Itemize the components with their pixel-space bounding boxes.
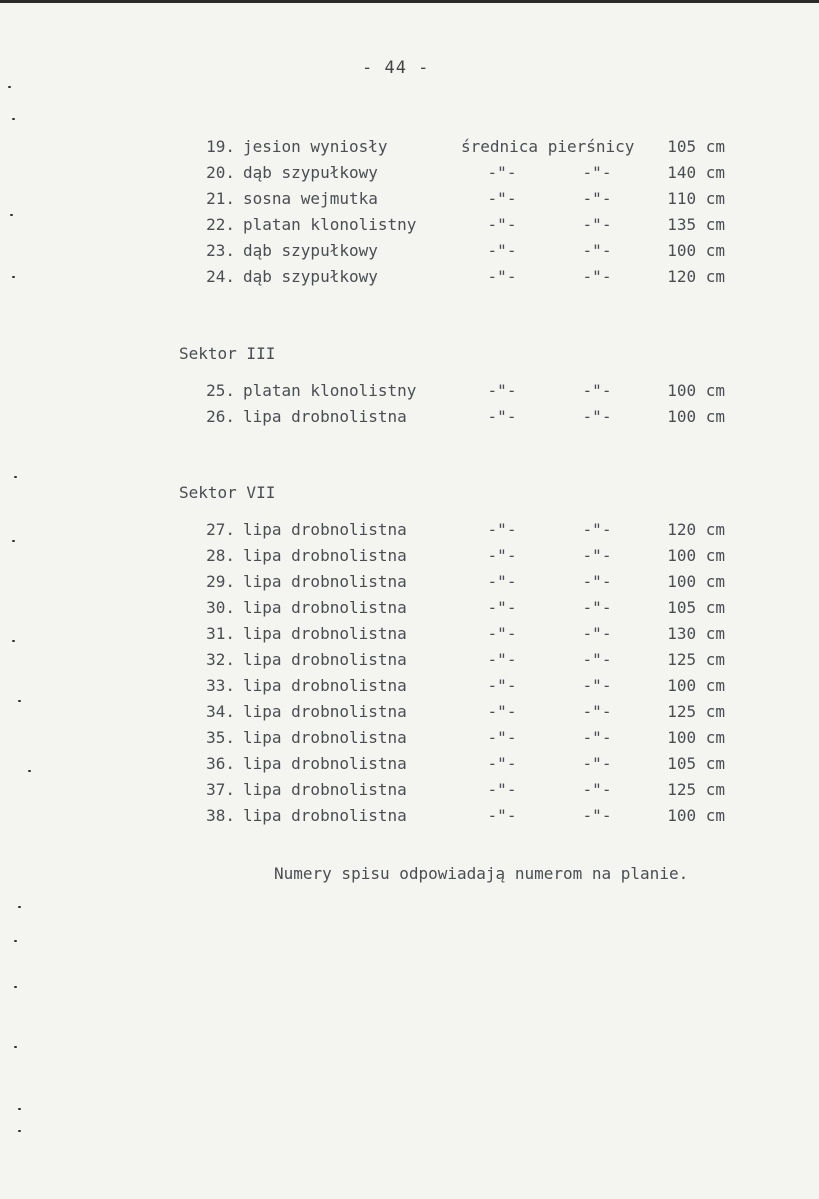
ditto-mark: -"- xyxy=(487,163,517,182)
ditto-mark: -"- xyxy=(582,572,612,591)
tree-size: 100 cm xyxy=(667,676,725,695)
item-number: 32. xyxy=(206,650,235,669)
scan-speck xyxy=(14,476,17,478)
tree-name: lipa drobnolistna xyxy=(243,650,407,669)
tree-size: 100 cm xyxy=(667,728,725,747)
tree-size: 130 cm xyxy=(667,624,725,643)
scan-speck xyxy=(12,540,15,542)
sector-heading: Sektor III xyxy=(179,344,276,363)
tree-size: 140 cm xyxy=(667,163,725,182)
ditto-mark: -"- xyxy=(582,267,612,286)
tree-name: lipa drobnolistna xyxy=(243,546,407,565)
tree-name: lipa drobnolistna xyxy=(243,728,407,747)
ditto-mark: -"- xyxy=(582,546,612,565)
tree-name: lipa drobnolistna xyxy=(243,407,407,426)
tree-name: lipa drobnolistna xyxy=(243,572,407,591)
ditto-mark: -"- xyxy=(487,806,517,825)
tree-name: lipa drobnolistna xyxy=(243,806,407,825)
ditto-mark: -"- xyxy=(487,520,517,539)
scan-speck xyxy=(14,986,17,988)
ditto-mark: -"- xyxy=(582,598,612,617)
item-number: 31. xyxy=(206,624,235,643)
tree-name: lipa drobnolistna xyxy=(243,520,407,539)
item-number: 21. xyxy=(206,189,235,208)
item-number: 27. xyxy=(206,520,235,539)
tree-size: 125 cm xyxy=(667,780,725,799)
scan-speck xyxy=(18,1130,21,1132)
scan-speck xyxy=(18,700,21,702)
page-number: - 44 - xyxy=(362,58,430,78)
tree-size: 135 cm xyxy=(667,215,725,234)
ditto-mark: -"- xyxy=(582,624,612,643)
tree-size: 105 cm xyxy=(667,137,725,156)
ditto-mark: -"- xyxy=(582,189,612,208)
tree-size: 100 cm xyxy=(667,241,725,260)
ditto-mark: -"- xyxy=(582,163,612,182)
item-number: 22. xyxy=(206,215,235,234)
sector-heading: Sektor VII xyxy=(179,483,276,502)
item-number: 38. xyxy=(206,806,235,825)
tree-name: dąb szypułkowy xyxy=(243,267,378,286)
ditto-mark: -"- xyxy=(582,215,612,234)
tree-name: jesion wyniosły xyxy=(243,137,388,156)
tree-size: 100 cm xyxy=(667,381,725,400)
scan-speck xyxy=(28,770,31,772)
scan-speck xyxy=(10,214,13,216)
tree-name: lipa drobnolistna xyxy=(243,754,407,773)
ditto-mark: -"- xyxy=(487,189,517,208)
item-number: 29. xyxy=(206,572,235,591)
scan-speck xyxy=(14,940,17,942)
scan-speck xyxy=(14,1046,17,1048)
ditto-mark: -"- xyxy=(487,407,517,426)
ditto-mark: -"- xyxy=(487,598,517,617)
ditto-mark: -"- xyxy=(582,520,612,539)
item-number: 19. xyxy=(206,137,235,156)
tree-name: sosna wejmutka xyxy=(243,189,378,208)
ditto-mark: -"- xyxy=(487,215,517,234)
measure-label: średnica pierśnicy xyxy=(461,137,635,156)
ditto-mark: -"- xyxy=(582,702,612,721)
scan-speck xyxy=(12,640,15,642)
tree-name: lipa drobnolistna xyxy=(243,676,407,695)
scan-speck xyxy=(12,118,15,120)
ditto-mark: -"- xyxy=(487,267,517,286)
ditto-mark: -"- xyxy=(487,241,517,260)
tree-name: platan klonolistny xyxy=(243,381,417,400)
ditto-mark: -"- xyxy=(582,806,612,825)
ditto-mark: -"- xyxy=(487,381,517,400)
tree-size: 100 cm xyxy=(667,806,725,825)
tree-size: 120 cm xyxy=(667,267,725,286)
item-number: 24. xyxy=(206,267,235,286)
item-number: 30. xyxy=(206,598,235,617)
ditto-mark: -"- xyxy=(582,381,612,400)
item-number: 35. xyxy=(206,728,235,747)
tree-name: platan klonolistny xyxy=(243,215,417,234)
ditto-mark: -"- xyxy=(487,572,517,591)
tree-name: lipa drobnolistna xyxy=(243,702,407,721)
item-number: 33. xyxy=(206,676,235,695)
ditto-mark: -"- xyxy=(582,407,612,426)
tree-size: 125 cm xyxy=(667,650,725,669)
ditto-mark: -"- xyxy=(487,754,517,773)
tree-size: 105 cm xyxy=(667,754,725,773)
ditto-mark: -"- xyxy=(582,241,612,260)
item-number: 20. xyxy=(206,163,235,182)
ditto-mark: -"- xyxy=(487,650,517,669)
ditto-mark: -"- xyxy=(487,624,517,643)
ditto-mark: -"- xyxy=(487,546,517,565)
item-number: 26. xyxy=(206,407,235,426)
item-number: 36. xyxy=(206,754,235,773)
tree-name: dąb szypułkowy xyxy=(243,163,378,182)
ditto-mark: -"- xyxy=(487,780,517,799)
footnote: Numery spisu odpowiadają numerom na planie. xyxy=(274,864,689,883)
ditto-mark: -"- xyxy=(487,676,517,695)
tree-name: lipa drobnolistna xyxy=(243,624,407,643)
ditto-mark: -"- xyxy=(582,780,612,799)
item-number: 23. xyxy=(206,241,235,260)
tree-size: 110 cm xyxy=(667,189,725,208)
item-number: 28. xyxy=(206,546,235,565)
tree-size: 100 cm xyxy=(667,572,725,591)
tree-name: dąb szypułkowy xyxy=(243,241,378,260)
tree-size: 120 cm xyxy=(667,520,725,539)
tree-size: 105 cm xyxy=(667,598,725,617)
tree-name: lipa drobnolistna xyxy=(243,780,407,799)
ditto-mark: -"- xyxy=(582,650,612,669)
ditto-mark: -"- xyxy=(582,676,612,695)
tree-size: 100 cm xyxy=(667,546,725,565)
scan-speck xyxy=(8,86,11,88)
tree-name: lipa drobnolistna xyxy=(243,598,407,617)
ditto-mark: -"- xyxy=(582,754,612,773)
ditto-mark: -"- xyxy=(487,702,517,721)
item-number: 37. xyxy=(206,780,235,799)
item-number: 34. xyxy=(206,702,235,721)
item-number: 25. xyxy=(206,381,235,400)
scan-speck xyxy=(18,1108,21,1110)
scan-speck xyxy=(18,906,21,908)
ditto-mark: -"- xyxy=(487,728,517,747)
tree-size: 100 cm xyxy=(667,407,725,426)
tree-size: 125 cm xyxy=(667,702,725,721)
scan-speck xyxy=(12,276,15,278)
ditto-mark: -"- xyxy=(582,728,612,747)
top-edge-line xyxy=(0,0,819,3)
